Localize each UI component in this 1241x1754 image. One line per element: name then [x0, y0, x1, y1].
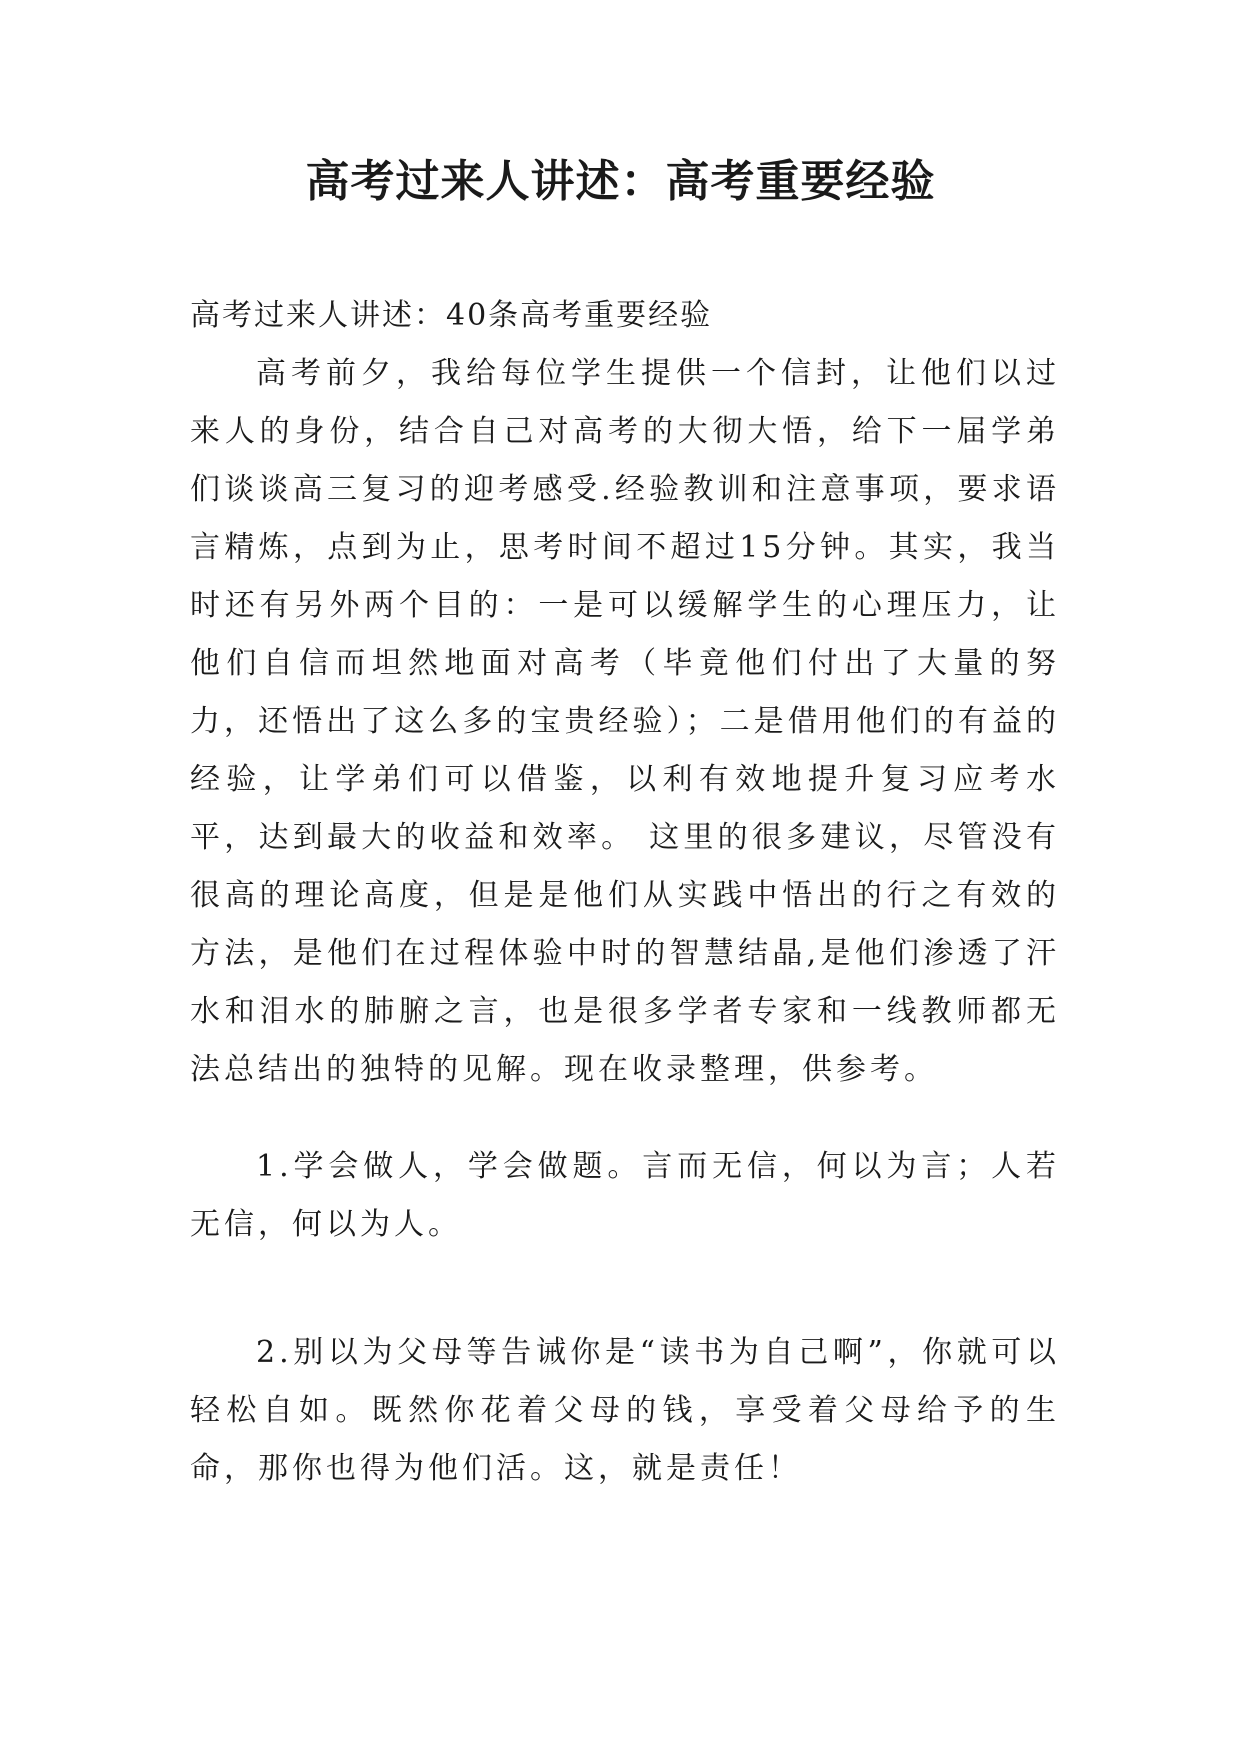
list-item: 1.学会做人，学会做题。言而无信，何以为言；人若无信，何以为人。 [190, 1149, 1060, 1242]
document-title: 高考过来人讲述：高考重要经验 [305, 156, 936, 207]
intro-paragraph: 高考前夕，我给每位学生提供一个信封，让他们以过来人的身份，结合自己对高考的大彻大悟，给下一届学弟们谈谈高三复习的迎考感受.经验教训和注意事项，要求语言精炼，点到为止，思考时间不超过15分钟。其实，我当时还有另外两个目的：一是可以缓解学生的心理压力，让他们自信而坦然地面对高考（毕竟他们付出了大量的努力，还悟出了这么多的宝贵经验）；二是借用他们的有益的经验，让学弟们可以借鉴，以利有效地提升复习应考水平，达到最大的收益和效率。 这里的很多建议，尽管没有很高的理论高度，但是是他们从实践中悟出的行之有效的方法，是他们在过程体验中时的智慧结晶,是他们渗透了汗水和泪水的肺腑之言，也是很多学者专家和一线教师都无法总结出的独特的见解。现在收录整理，供参考。 [190, 356, 1060, 1087]
document-subtitle: 高考过来人讲述：40条高考重要经验 [190, 298, 713, 333]
list-item: 2.别以为父母等告诫你是“读书为自己啊”，你就可以轻松自如。既然你花着父母的钱，享受着父母给予的生命，那你也得为他们活。这，就是责任！ [190, 1335, 1060, 1486]
